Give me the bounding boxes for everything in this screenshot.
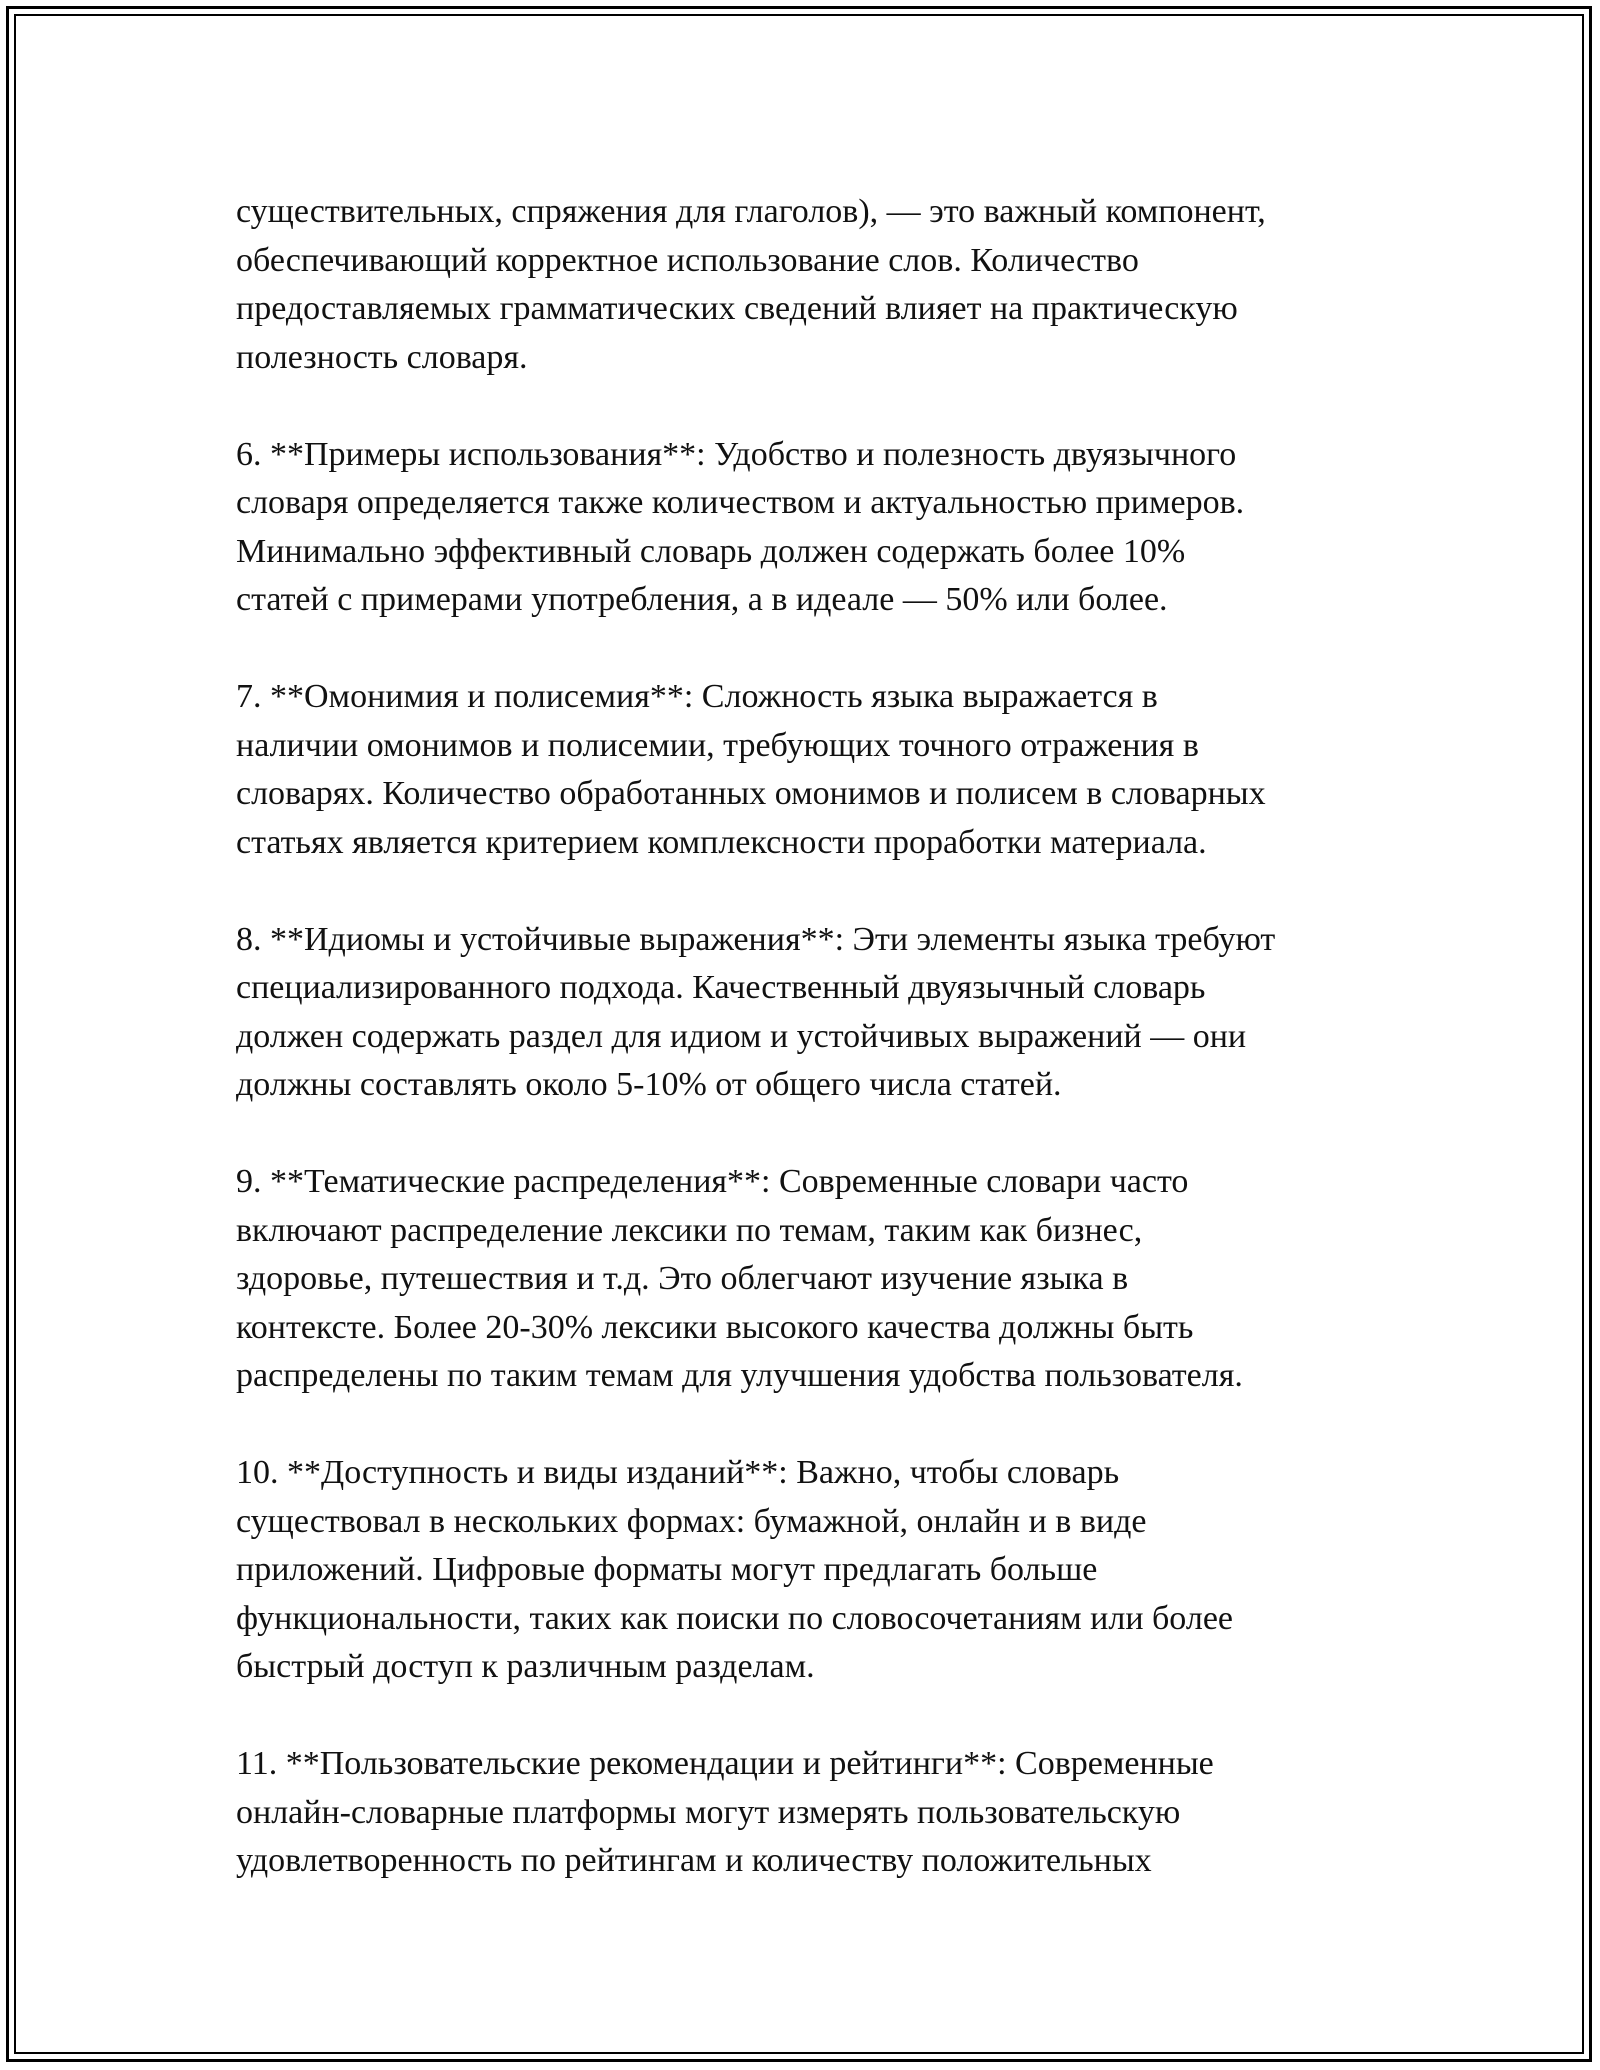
paragraph-homonymy-polysemy: 7. **Омонимия и полисемия**: Сложность языка выражается в наличии омонимов и полисемии, требующих точного отражения в словарях. Количество обработанных омонимов и полисем в словарных статьях является критерием комплексности проработки материала. — [236, 678, 1266, 861]
paragraph-usage-examples: 6. **Примеры использования**: Удобство и полезность двуязычного словаря определяется также количеством и актуальностью примеров. Минимально эффективный словарь должен содержать более 10% статей с примерами употребления, а в идеале — 50% или более. — [236, 435, 1245, 618]
paragraph-user-ratings: 11. **Пользовательские рекомендации и рейтинги**: Современные онлайн-словарные платформы могут измерять пользовательскую удовлетворенность по рейтингам и количеству положительных — [236, 1745, 1214, 1879]
paragraph-availability-editions: 10. **Доступность и виды изданий**: Важно, чтобы словарь существовал в нескольких формах: бумажной, онлайн и в виде приложений. Цифровые форматы могут предлагать больше функциональности, таких как поиски по словосочетаниям или более быстрый доступ к различным разделам. — [236, 1454, 1234, 1685]
paragraph-idioms: 8. **Идиомы и устойчивые выражения**: Эти элементы языка требуют специализированного подхода. Качественный двуязычный словарь должен содержать раздел для идиом и устойчивых выражений — они должны составлять около 5-10% от общего числа статей. — [236, 920, 1276, 1103]
document-body — [236, 188, 1386, 1886]
paragraph-grammar-continuation: существительных, спряжения для глаголов), — это важный компонент, обеспечивающий корректное использование слов. Количество предоставляемых грамматических сведений влияет на практическую полезность словаря. — [236, 193, 1266, 376]
paragraph-thematic-distribution: 9. **Тематические распределения**: Современные словари часто включают распределение лексики по темам, таким как бизнес, здоровье, путешествия и т.д. Это облегчают изучение языка в контексте. Более 20-30% лексики высокого качества должны быть распределены по таким темам для улучшения удобства пользователя. — [236, 1163, 1243, 1394]
